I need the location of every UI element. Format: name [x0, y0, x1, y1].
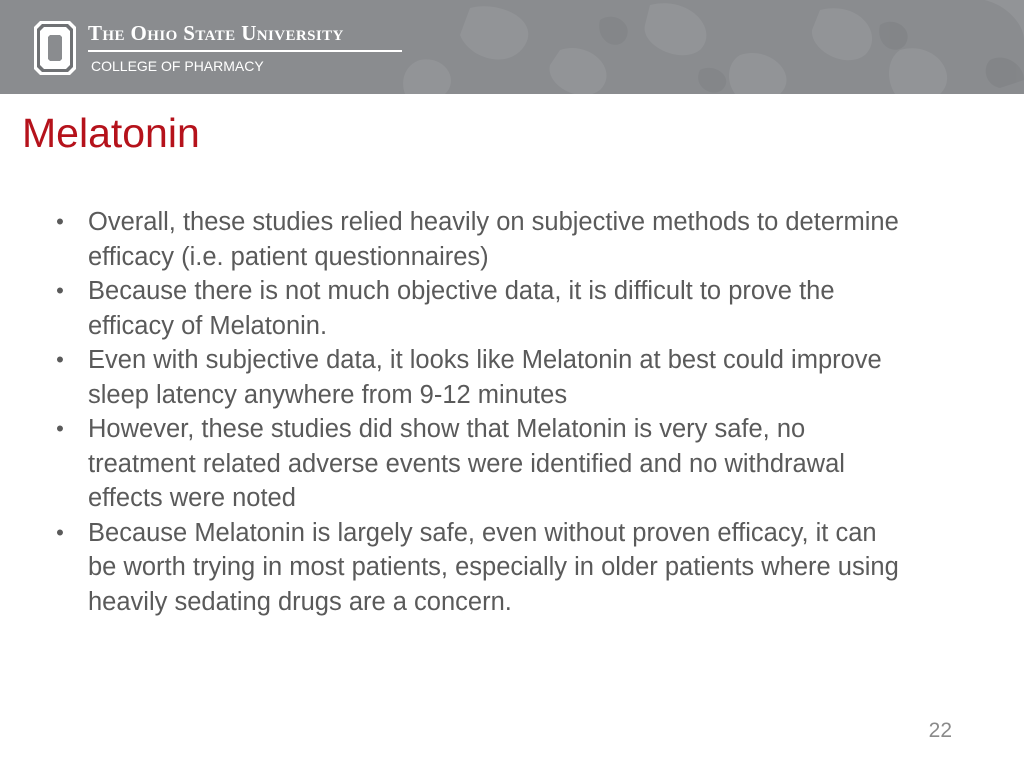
header-pattern — [0, 0, 1024, 94]
header-bar — [0, 0, 1024, 94]
block-o-logo-icon — [34, 21, 76, 75]
bullet-text: Because Melatonin is largely safe, even without proven efficacy, it can be worth trying in most patients, especially in older patients where using heavily sedating drugs are a concern. — [88, 518, 899, 616]
university-name: The Ohio State University — [88, 21, 344, 45]
bullet-list — [52, 205, 912, 619]
bullet-item — [52, 412, 912, 516]
bullet-text: However, these studies did show that Melatonin is very safe, no treatment related adverse events were identified and no withdrawal effects were noted — [88, 415, 845, 512]
bullet-item — [52, 516, 912, 620]
bullet-icon: • — [56, 519, 64, 545]
bullet-icon: • — [56, 347, 64, 372]
page-number: 22 — [928, 719, 952, 742]
bullet-item — [52, 274, 912, 343]
header-divider — [88, 50, 402, 52]
bullet-text: Overall, these studies relied heavily on subjective methods to determine efficacy (i.e. patient questionnaires) — [88, 208, 899, 271]
bullet-text: Even with subjective data, it looks like Melatonin at best could improve sleep latency anywhere from 9-12 minutes — [88, 346, 882, 409]
bullet-text: Because there is not much objective data, it is difficult to prove the efficacy of Melatonin. — [88, 277, 835, 340]
college-name: COLLEGE OF PHARMACY — [91, 58, 264, 74]
bullet-item — [52, 343, 912, 412]
bullet-icon: • — [56, 209, 64, 234]
bullet-item — [52, 205, 912, 274]
bullet-icon: • — [56, 416, 64, 441]
slide-title: Melatonin — [22, 110, 200, 156]
bullet-icon: • — [56, 278, 64, 303]
